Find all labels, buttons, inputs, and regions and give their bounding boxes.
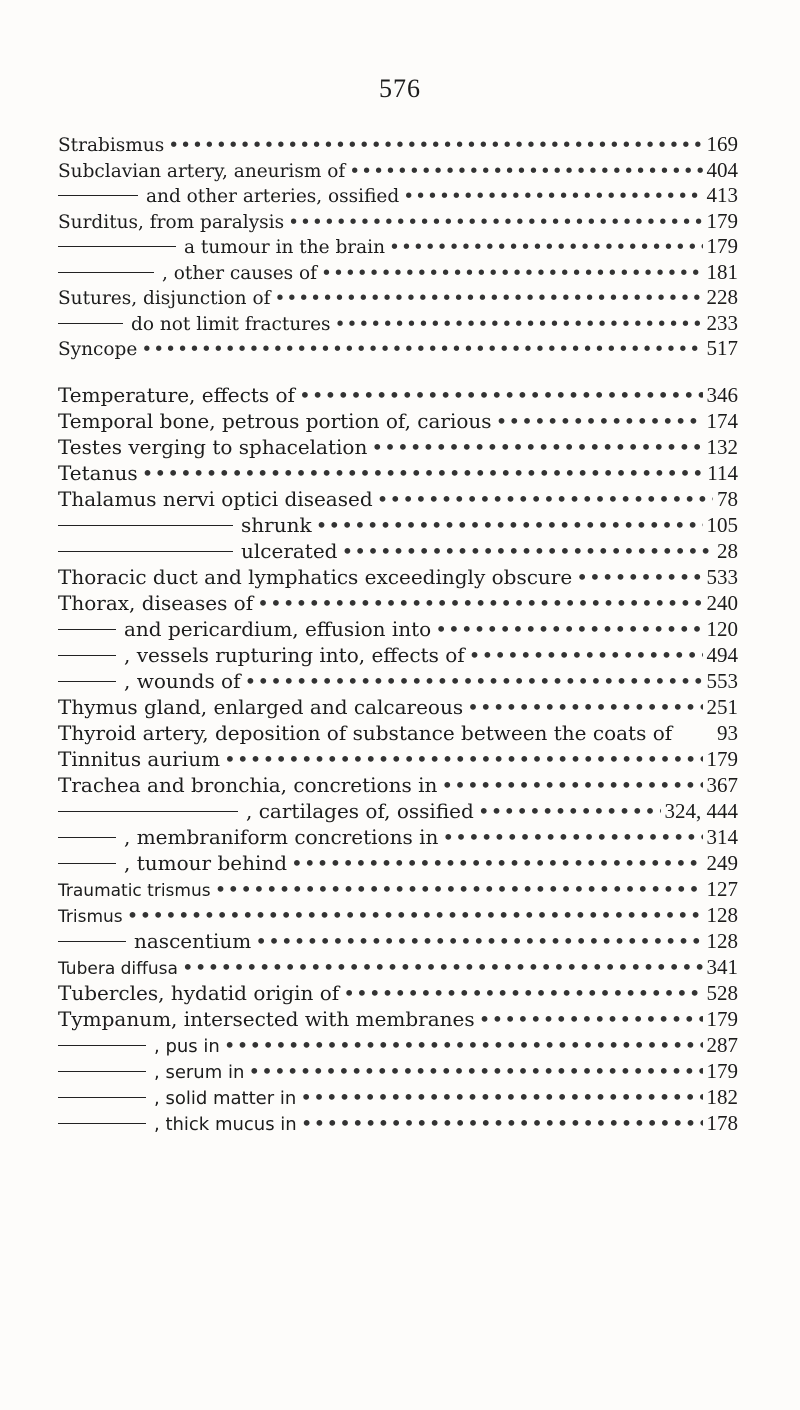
entry-text: a tumour in the brain bbox=[184, 237, 386, 258]
index-entry bbox=[58, 234, 738, 260]
ditto-rule bbox=[58, 525, 233, 526]
index-entry bbox=[58, 408, 738, 434]
entry-text: Tubera diffusa bbox=[58, 959, 178, 979]
entry-text: Tetanus bbox=[58, 461, 138, 485]
ditto-rule bbox=[58, 941, 126, 942]
index-section-s bbox=[58, 132, 738, 362]
index-entry bbox=[58, 824, 738, 850]
index-entry bbox=[58, 336, 738, 362]
dot-leader bbox=[215, 876, 703, 902]
entry-text: Temperature, effects of bbox=[58, 383, 295, 407]
entry-text: , membraniform concretions in bbox=[124, 825, 439, 849]
entry-text: , cartilages of, ossified bbox=[246, 799, 474, 823]
index-entry bbox=[58, 590, 738, 616]
ditto-rule bbox=[58, 195, 138, 196]
entry-page-numbers: 494 bbox=[706, 643, 738, 667]
entry-text: Tinnitus aurium bbox=[58, 747, 221, 771]
index-entry bbox=[58, 209, 738, 235]
page-number: 576 bbox=[379, 74, 421, 103]
dot-leader bbox=[377, 486, 713, 512]
entry-page-numbers: 314 bbox=[706, 825, 738, 849]
entry-text: Subclavian artery, aneurism of bbox=[58, 160, 346, 182]
entry-page-numbers: 179 bbox=[706, 234, 738, 258]
entry-text: nascentium bbox=[134, 929, 252, 953]
dot-leader bbox=[371, 434, 702, 460]
entry-text: , pus in bbox=[154, 1036, 220, 1057]
index-entry bbox=[58, 954, 738, 980]
entry-text: Trismus bbox=[58, 907, 123, 927]
entry-page-numbers: 404 bbox=[706, 157, 738, 182]
dot-leader bbox=[349, 159, 702, 185]
dot-leader bbox=[255, 928, 702, 954]
dot-leader bbox=[224, 746, 702, 772]
entry-text: , wounds of bbox=[124, 669, 241, 693]
index-entry bbox=[58, 434, 738, 460]
dot-leader bbox=[316, 512, 703, 538]
ditto-rule bbox=[58, 811, 238, 812]
entry-text: Thyroid artery, deposition of substance between the coats of bbox=[58, 721, 673, 745]
entry-page-numbers: 181 bbox=[706, 259, 738, 284]
entry-page-numbers: 120 bbox=[706, 617, 738, 641]
dot-leader bbox=[248, 1058, 702, 1084]
entry-page-numbers: 127 bbox=[706, 877, 738, 901]
entry-page-numbers: 287 bbox=[706, 1033, 738, 1057]
index-entry bbox=[58, 311, 738, 337]
entry-page-numbers: 228 bbox=[706, 285, 738, 309]
entry-page-numbers: 324, 444 bbox=[664, 799, 738, 823]
dot-leader bbox=[469, 642, 703, 668]
dot-leader bbox=[224, 1032, 703, 1058]
dot-leader bbox=[141, 337, 702, 363]
dot-leader bbox=[479, 1006, 703, 1032]
ditto-rule bbox=[58, 1097, 146, 1098]
entry-text: , solid matter in bbox=[154, 1088, 297, 1109]
index-entry bbox=[58, 616, 738, 642]
index-entry bbox=[58, 1110, 738, 1136]
entry-text: , thick mucus in bbox=[154, 1114, 297, 1135]
entry-page-numbers: 528 bbox=[706, 981, 738, 1005]
entry-text: and pericardium, effusion into bbox=[124, 617, 432, 641]
entry-text: , tumour behind bbox=[124, 851, 288, 875]
entry-text: Thalamus nervi optici diseased bbox=[58, 487, 373, 511]
dot-leader bbox=[496, 408, 703, 434]
dot-leader bbox=[435, 616, 702, 642]
entry-text: Syncope bbox=[58, 339, 138, 360]
ditto-rule bbox=[58, 323, 123, 324]
index-section-t bbox=[58, 382, 738, 1136]
entry-page-numbers: 517 bbox=[706, 336, 738, 360]
dot-leader bbox=[442, 824, 702, 850]
index-entry bbox=[58, 902, 738, 928]
dot-leader bbox=[321, 261, 702, 287]
entry-page-numbers: 179 bbox=[706, 747, 738, 771]
index-entry bbox=[58, 183, 738, 209]
entry-text: ulcerated bbox=[241, 539, 338, 563]
entry-page-numbers: 178 bbox=[706, 1111, 738, 1135]
entry-text: Sutures, disjunction of bbox=[58, 288, 271, 309]
ditto-rule bbox=[58, 1045, 146, 1046]
dot-leader bbox=[299, 382, 703, 408]
ditto-rule bbox=[58, 655, 116, 656]
entry-text: , serum in bbox=[154, 1062, 245, 1083]
dot-leader bbox=[182, 954, 703, 980]
dot-leader bbox=[168, 133, 702, 159]
index-entry bbox=[58, 1058, 738, 1084]
dot-leader bbox=[335, 312, 703, 338]
entry-page-numbers: 105 bbox=[706, 513, 738, 537]
dot-leader bbox=[301, 1110, 703, 1136]
entry-text: , other causes of bbox=[162, 262, 318, 284]
dot-leader bbox=[576, 564, 702, 590]
index-entry bbox=[58, 746, 738, 772]
entry-page-numbers: 413 bbox=[706, 183, 738, 207]
entry-page-numbers: 128 bbox=[706, 903, 738, 927]
dot-leader bbox=[343, 980, 702, 1006]
entry-text: Testes verging to sphacelation bbox=[58, 435, 368, 459]
entry-page-numbers: 114 bbox=[707, 461, 738, 485]
entry-page-numbers: 533 bbox=[706, 565, 738, 589]
dot-leader bbox=[467, 694, 702, 720]
entry-page-numbers: 346 bbox=[706, 383, 738, 407]
index-entry bbox=[58, 980, 738, 1006]
index-entry bbox=[58, 928, 738, 954]
entry-page-numbers: 233 bbox=[706, 310, 738, 335]
entry-page-numbers: 179 bbox=[706, 1007, 738, 1031]
dot-leader bbox=[127, 902, 703, 928]
entry-text: Thymus gland, enlarged and calcareous bbox=[58, 695, 464, 719]
dot-leader bbox=[142, 460, 704, 486]
index-entry bbox=[58, 132, 738, 158]
dot-leader bbox=[341, 538, 713, 564]
index-entry bbox=[58, 694, 738, 720]
dot-leader bbox=[257, 590, 702, 616]
index-entry bbox=[58, 486, 738, 512]
index-entry bbox=[58, 850, 738, 876]
ditto-rule bbox=[58, 1071, 146, 1072]
entry-page-numbers: 78 bbox=[717, 487, 738, 511]
index-entry bbox=[58, 772, 738, 798]
index-entry bbox=[58, 1032, 738, 1058]
index-entry bbox=[58, 538, 738, 564]
index-entry bbox=[58, 460, 738, 486]
entry-text: Temporal bone, petrous portion of, carious bbox=[58, 409, 492, 433]
dot-leader bbox=[403, 184, 702, 210]
entry-page-numbers: 174 bbox=[706, 409, 738, 433]
entry-page-numbers: 179 bbox=[706, 208, 738, 233]
entry-page-numbers: 341 bbox=[706, 955, 738, 979]
entry-text: do not limit fractures bbox=[131, 313, 331, 335]
entry-page-numbers: 179 bbox=[706, 1059, 738, 1083]
index-entry bbox=[58, 1084, 738, 1110]
index-entry bbox=[58, 720, 738, 746]
dot-leader bbox=[245, 668, 703, 694]
dot-leader bbox=[288, 210, 702, 236]
entry-page-numbers: 251 bbox=[706, 695, 738, 719]
entry-page-numbers: 240 bbox=[706, 591, 738, 615]
entry-page-numbers: 169 bbox=[706, 132, 738, 156]
dot-leader bbox=[389, 235, 702, 261]
index-entry bbox=[58, 285, 738, 311]
entry-page-numbers: 182 bbox=[706, 1085, 738, 1109]
entry-text: , vessels rupturing into, effects of bbox=[124, 643, 465, 667]
entry-page-numbers: 132 bbox=[706, 435, 738, 459]
entry-text: and other arteries, ossified bbox=[146, 186, 400, 207]
index-entry bbox=[58, 876, 738, 902]
entry-page-numbers: 28 bbox=[717, 539, 738, 563]
ditto-rule bbox=[58, 837, 116, 838]
entry-text: Tympanum, intersected with membranes bbox=[58, 1007, 475, 1031]
index-entry bbox=[58, 382, 738, 408]
ditto-rule bbox=[58, 629, 116, 630]
dot-leader bbox=[274, 286, 702, 312]
dot-leader bbox=[300, 1084, 702, 1110]
ditto-rule bbox=[58, 681, 116, 682]
index-entry bbox=[58, 1006, 738, 1032]
index-entry bbox=[58, 668, 738, 694]
entry-text: Traumatic trismus bbox=[58, 881, 211, 901]
ditto-rule bbox=[58, 272, 154, 273]
entry-text: Thorax, diseases of bbox=[58, 591, 254, 615]
index-entry bbox=[58, 158, 738, 184]
index-entry bbox=[58, 512, 738, 538]
entry-text: Thoracic duct and lymphatics exceedingly obscure bbox=[58, 565, 573, 589]
entry-text: Strabismus bbox=[58, 135, 165, 156]
entry-page-numbers: 553 bbox=[706, 669, 738, 693]
entry-page-numbers: 249 bbox=[706, 851, 738, 875]
entry-text: Trachea and bronchia, concretions in bbox=[58, 773, 438, 797]
entry-text: Tubercles, hydatid origin of bbox=[58, 981, 340, 1005]
entry-page-numbers: 93 bbox=[717, 721, 738, 745]
entry-page-numbers: 367 bbox=[706, 773, 738, 797]
dot-leader bbox=[291, 850, 702, 876]
dot-leader bbox=[441, 772, 702, 798]
index-entry bbox=[58, 798, 738, 824]
ditto-rule bbox=[58, 863, 116, 864]
ditto-rule bbox=[58, 551, 233, 552]
index-entry bbox=[58, 564, 738, 590]
ditto-rule bbox=[58, 246, 176, 247]
entry-text: Surditus, from paralysis bbox=[58, 211, 285, 233]
entry-page-numbers: 128 bbox=[706, 929, 738, 953]
index-entry bbox=[58, 642, 738, 668]
entry-text: shrunk bbox=[241, 513, 312, 537]
dot-leader bbox=[478, 798, 661, 824]
index-entry bbox=[58, 260, 738, 286]
ditto-rule bbox=[58, 1123, 146, 1124]
